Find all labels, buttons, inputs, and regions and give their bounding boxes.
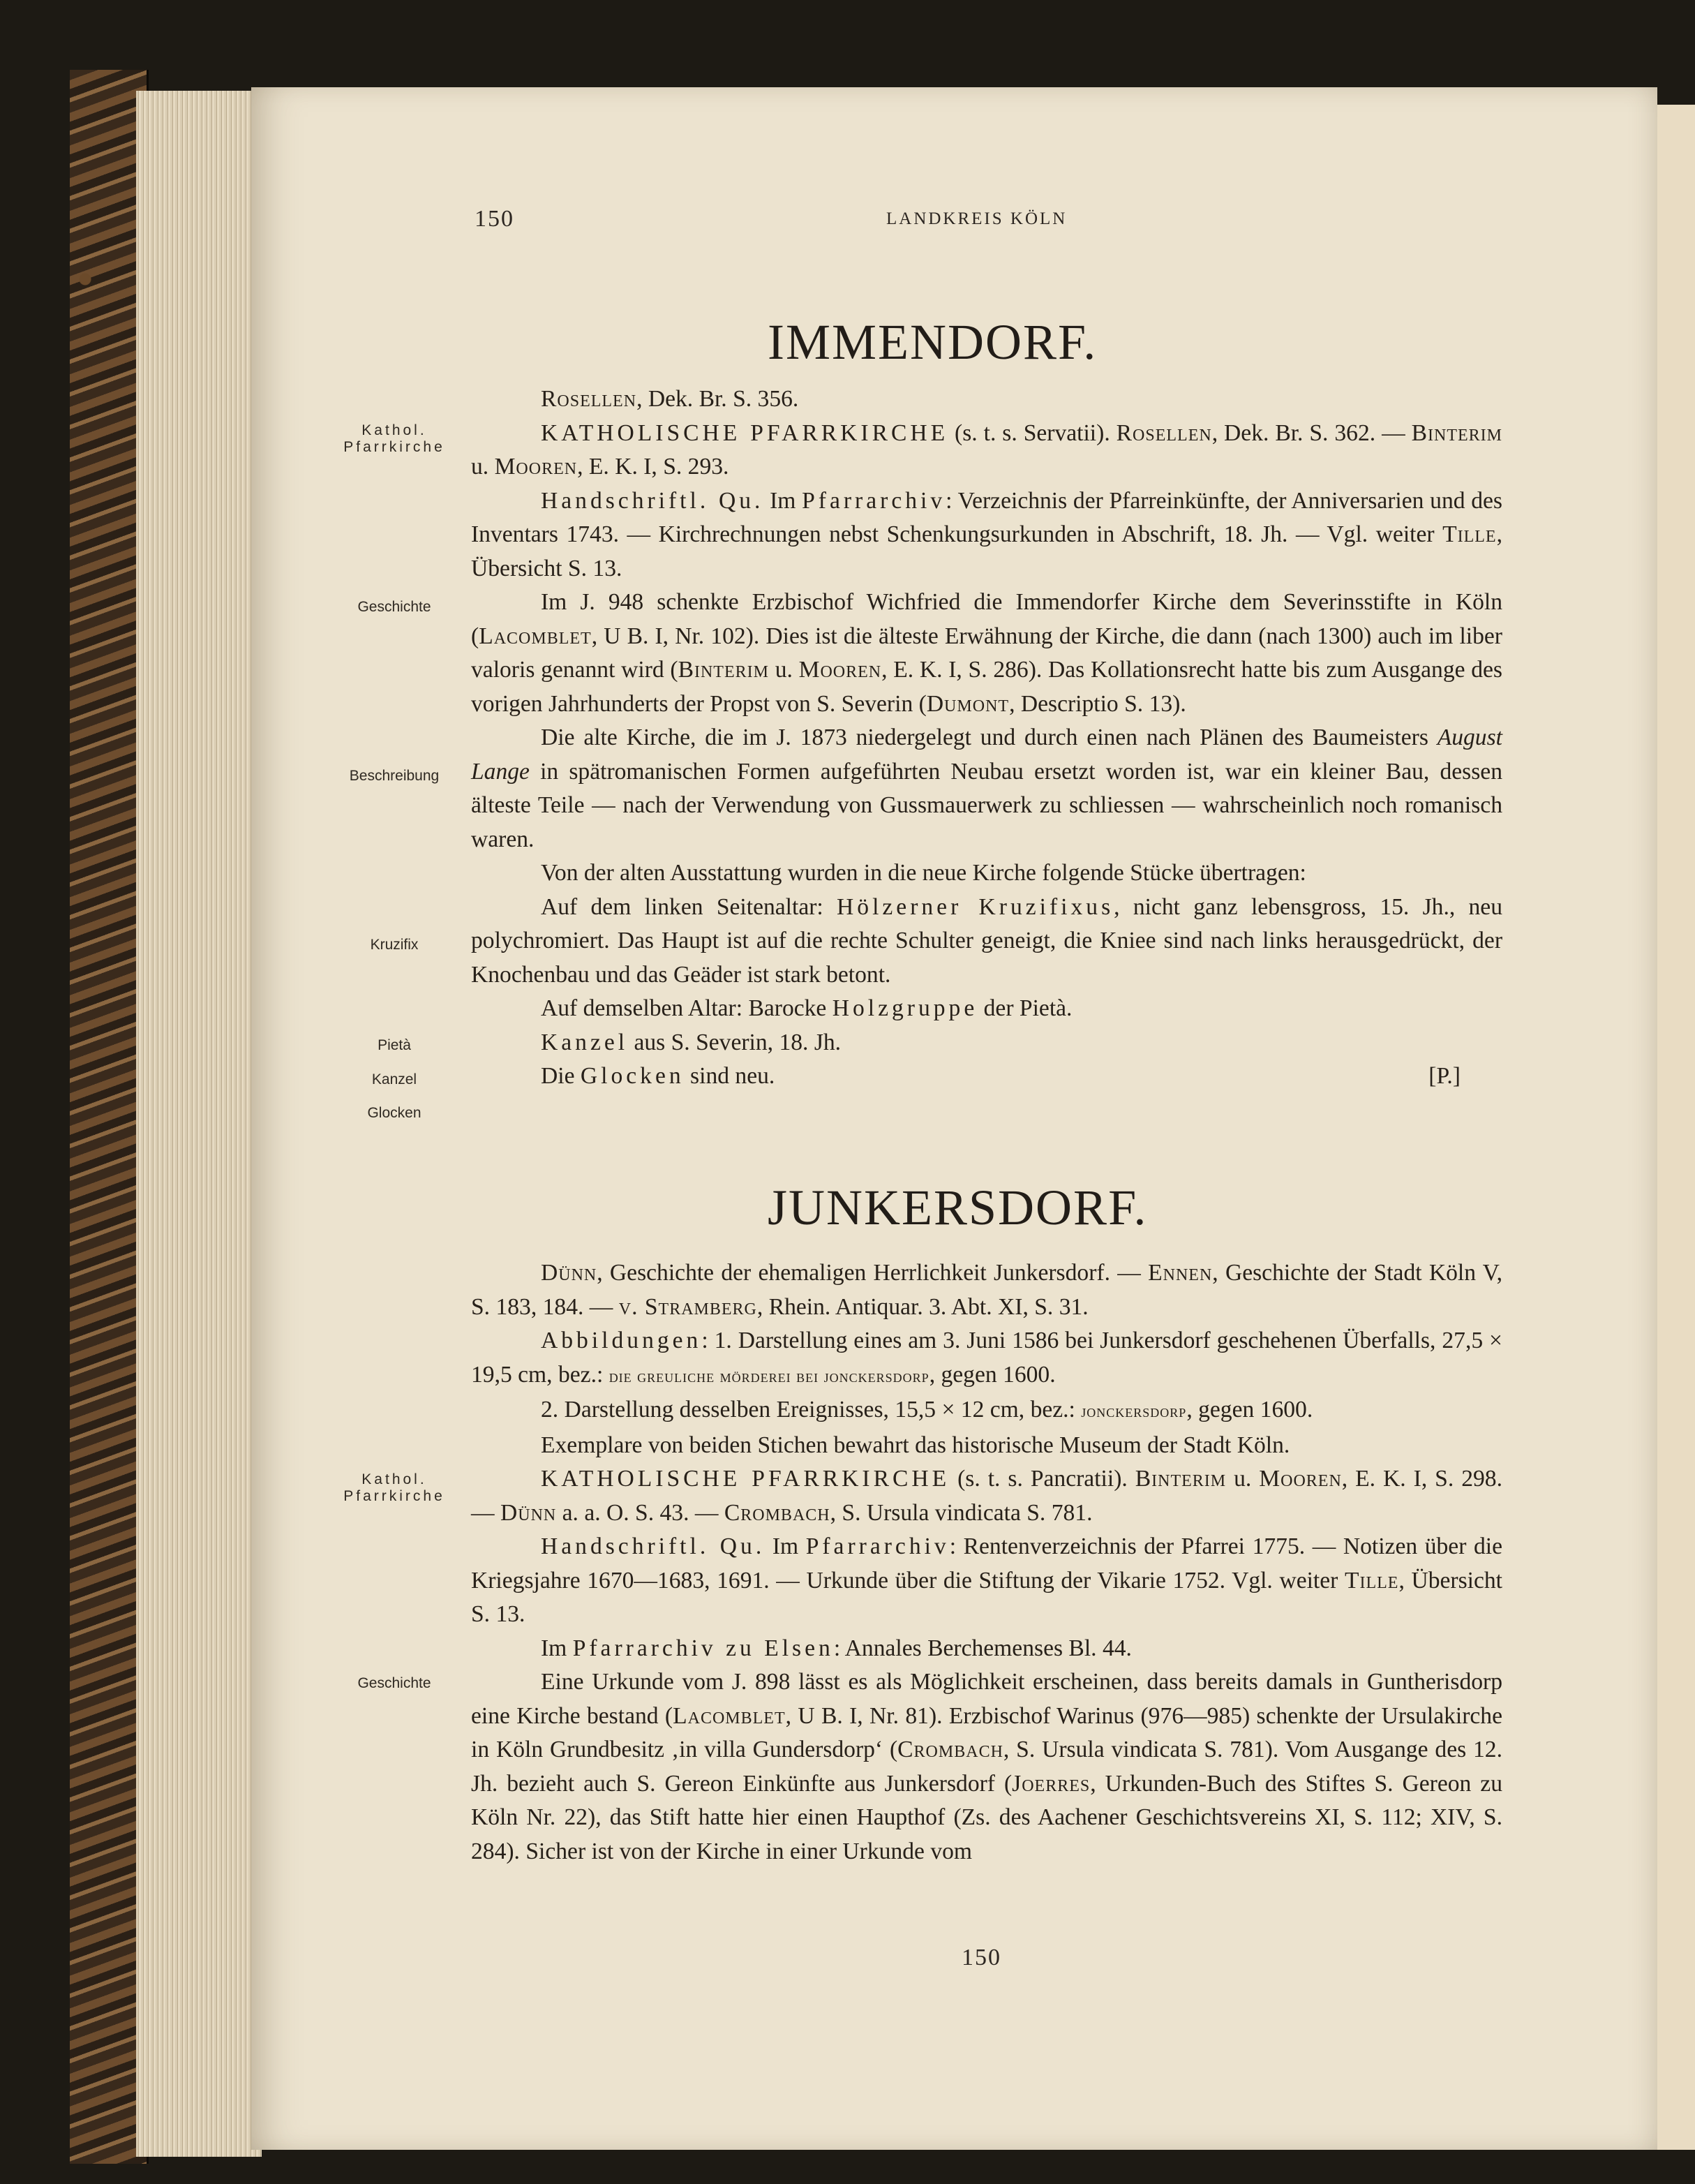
immendorf-pieta: Auf demselben Altar: Barocke Holzgruppe der Pietà. [541, 995, 1073, 1021]
junkersdorf-history: Eine Urkunde vom J. 898 lässt es als Möglichkeit erscheinen, dass bereits damals in Guntherisdorp eine Kirche bestand (Lacomblet, U B. I, Nr. 81). Erzbischof Warinus (976—985) schenkte der Ursulakirche in Köln Grundbesitz ‚in villa Gundersdorp‘ (Crombach, S. Ursula vindicata S. 781). Vom Ausgange des 12. Jh. bezieht auch S. Gereon Einkünfte aus Junkersdorf (Joerres, Urkunden-Buch des Stiftes S. Gereon zu Köln Nr. 22), das Stift hatte hier einen Haupthof (Zs. des Aachener Geschichtsvereins XI, S. 112; XIV, S. 284). Sicher ist von der Kirche in einer Urkunde vom [471, 1669, 1503, 1864]
junkersdorf-sources: Handschriftl. Qu. Im Pfarrarchiv: Rentenverzeichnis der Pfarrei 1775. — Notizen über die Kriegsjahre 1670—1683, 1691. — Urkunde über die Stiftung der Vikarie 1752. Vgl. weiter Tille, Übersicht S. 13. [471, 1533, 1502, 1627]
section-title-immendorf: IMMENDORF. [768, 314, 1098, 370]
junkersdorf-church-heading: KATHOLISCHE PFARRKIRCHE (s. t. s. Pancratii). Binterim u. Mooren, E. K. I, S. 298. — Dünn a. a. O. S. 43. — Crombach, S. Ursula vindicata S. 781. [471, 1466, 1502, 1526]
page-number-bottom: 150 [962, 1945, 1001, 1970]
section-title-junkersdorf: JUNKERSDORF. [768, 1180, 1148, 1235]
immendorf-church-heading: KATHOLISCHE PFARRKIRCHE (s. t. s. Servatii). Rosellen, Dek. Br. S. 362. — Binterim u. Mooren, E. K. I, S. 293. [471, 419, 1502, 480]
immendorf-body [471, 382, 1502, 1094]
margin-note-kathol-pfarrkirche: Kathol. Pfarrkirche [343, 422, 445, 455]
margin-note-kruzifix: Kruzifix [370, 937, 419, 953]
junkersdorf-illustrations: Abbildungen: 1. Darstellung eines am 3. Juni 1586 bei Junkersdorf geschehenen Überfalls, 27,5 × 19,5 cm, bez.: die greuliche mörderei bei jonckersdorp, gegen 1600. [471, 1328, 1502, 1388]
junkersdorf-elsen-archive: Im Pfarrarchiv zu Elsen: Annales Berchemenses Bl. 44. [541, 1635, 1132, 1661]
immendorf-furnishings: Von der alten Ausstattung wurden in die neue Kirche folgende Stücke übertragen: [541, 860, 1306, 886]
junkersdorf-literature: Dünn, Geschichte der ehemaligen Herrlichkeit Junkersdorf. — Ennen, Geschichte der Stadt Köln V, S. 183, 184. — v. Stramberg, Rhein. Antiquar. 3. Abt. XI, S. 31. [471, 1260, 1502, 1320]
margin-note-kathol-pfarrkirche-2: Kathol. Pfarrkirche [343, 1471, 445, 1504]
margin-note-geschichte-2: Geschichte [357, 1675, 431, 1691]
junkersdorf-illustration-2: 2. Darstellung desselben Ereignisses, 15,5 × 12 cm, bez.: jonckersdorp, gegen 1600. [541, 1397, 1313, 1422]
immendorf-bells: Die Glocken sind neu. [P.] [471, 1060, 1502, 1094]
facing-page-edge [1654, 105, 1695, 2150]
immendorf-description: Die alte Kirche, die im J. 1873 niedergelegt und durch einen nach Plänen des Baumeisters August Lange in spätromanischen Formen aufgeführten Neubau ersetzt worden ist, war ein kleiner Bau, dessen älteste Teile — nach der Verwendung von Gussmauerwerk zu schliessen — wahrscheinlich noch romanisch waren. [471, 725, 1502, 852]
margin-note-beschreibung: Beschreibung [349, 768, 440, 784]
immendorf-history: Im J. 948 schenkte Erzbischof Wichfried die Immendorfer Kirche dem Severinsstifte in Köln (Lacomblet, U B. I, Nr. 102). Dies ist die älteste Erwähnung der Kirche, die dann (nach 1300) auch im liber valoris genannt wird (Binterim u. Mooren, E. K. I, S. 286). Das Kollationsrecht hatte bis zum Ausgange des vorigen Jahrhunderts der Propst von S. Severin (Dumont, Descriptio S. 13). [471, 589, 1502, 717]
immendorf-sources: Handschriftl. Qu. Im Pfarrarchiv: Verzeichnis der Pfarreinkünfte, der Anniversarien und des Inventars 1743. — Kirchrechnungen nebst Schenkungsurkunden in Abschrift, 18. Jh. — Vgl. weiter Tille, Übersicht S. 13. [471, 487, 1502, 581]
page-number-top: 150 [475, 206, 514, 232]
margin-note-kanzel: Kanzel [371, 1071, 417, 1087]
immendorf-crucifix: Auf dem linken Seitenaltar: Hölzerner Kruzifixus, nicht ganz lebensgross, 15. Jh., neu polychromiert. Das Haupt ist auf die rechte Schulter geneigt, die Kniee sind nach links herausgedrückt, der Knochenbau und das Geäder ist stark betont. [471, 893, 1502, 988]
margin-note-glocken: Glocken [367, 1105, 421, 1121]
running-head: LANDKREIS KÖLN [886, 209, 1068, 228]
page-edges [136, 91, 262, 2157]
junkersdorf-copies: Exemplare von beiden Stichen bewahrt das historische Museum der Stadt Köln. [541, 1432, 1290, 1458]
margin-note-geschichte: Geschichte [357, 599, 431, 615]
junkersdorf-body [471, 1256, 1502, 1869]
margin-note-pieta: Pietà [378, 1037, 411, 1053]
author-signature: [P.] [1428, 1063, 1461, 1089]
immendorf-pulpit: Kanzel aus S. Severin, 18. Jh. [541, 1029, 842, 1055]
immendorf-literature: Rosellen, Dek. Br. S. 356. [541, 386, 799, 412]
